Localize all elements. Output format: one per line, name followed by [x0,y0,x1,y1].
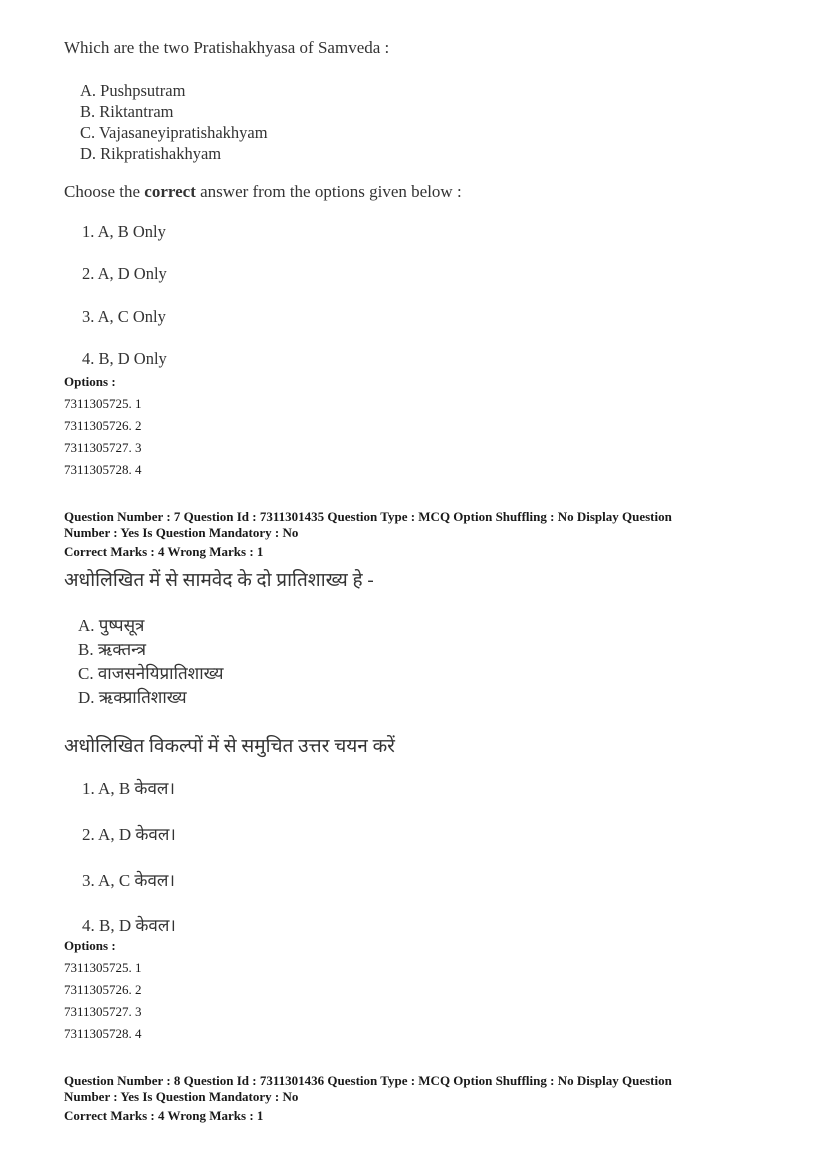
statement-item: D. ऋक्प्रातिशाख्य [78,688,187,707]
marks-line: Correct Marks : 4 Wrong Marks : 1 [64,544,264,559]
option-id-row: 7311305728. 4 [64,462,142,477]
statement-list [80,80,268,164]
option-id-row: 7311305727. 3 [64,440,142,455]
statement-item: C. वाजसनेयिप्रातिशाख्य [78,664,224,683]
answer-choice: 4. B, D केवल। [82,916,176,935]
question-meta-line: Question Number : 7 Question Id : 7311301435 Question Type : MCQ Option Shuffling : No Display Question [64,509,672,524]
options-label: Options : [64,374,116,389]
question-meta-line: Number : Yes Is Question Mandatory : No [64,1089,299,1104]
option-id-row: 7311305725. 1 [64,960,142,975]
question-text-hindi: अधोलिखित में से सामवेद के दो प्रातिशाख्य हे - [64,570,374,591]
answer-choice: 3. A, C केवल। [82,871,175,890]
question-meta [64,1073,764,1124]
statement-item: D. Rikpratishakhyam [80,144,222,163]
answer-choice: 2. A, D केवल। [82,825,176,844]
question-meta-line: Number : Yes Is Question Mandatory : No [64,525,299,540]
question-meta-line: Question Number : 8 Question Id : 7311301436 Question Type : MCQ Option Shuffling : No Display Question [64,1073,672,1088]
option-id-row: 7311305727. 3 [64,1004,142,1019]
statement-item: A. Pushpsutram [80,81,186,100]
answer-choice: 3. A, C Only [82,307,166,326]
instruction-text [64,182,462,202]
instruction-part: answer from the options given below : [195,182,462,201]
answer-choice: 2. A, D Only [82,264,167,283]
instruction-emphasis: correct [144,182,196,201]
instruction-text-hindi: अधोलिखित विकल्पों में से समुचित उत्तर चयन करें [64,736,395,757]
instruction-part: Choose the [64,182,145,201]
question-text: Which are the two Pratishakhyasa of Samveda : [64,38,390,57]
answer-choice: 4. B, D Only [82,349,167,368]
marks-line: Correct Marks : 4 Wrong Marks : 1 [64,1108,264,1123]
statement-list-hindi [78,614,223,710]
answer-choice: 1. A, B केवल। [82,779,175,798]
option-id-row: 7311305728. 4 [64,1026,142,1041]
options-label: Options : [64,938,116,953]
statement-item: B. ऋक्तन्त्र [78,640,147,659]
option-id-row: 7311305726. 2 [64,418,142,433]
option-id-row: 7311305725. 1 [64,396,142,411]
statement-item: B. Riktantram [80,102,174,121]
statement-item: A. पुष्पसूत्र [78,616,145,635]
option-id-row: 7311305726. 2 [64,982,142,997]
question-meta [64,509,764,560]
answer-choice: 1. A, B Only [82,222,166,241]
statement-item: C. Vajasaneyipratishakhyam [80,123,268,142]
